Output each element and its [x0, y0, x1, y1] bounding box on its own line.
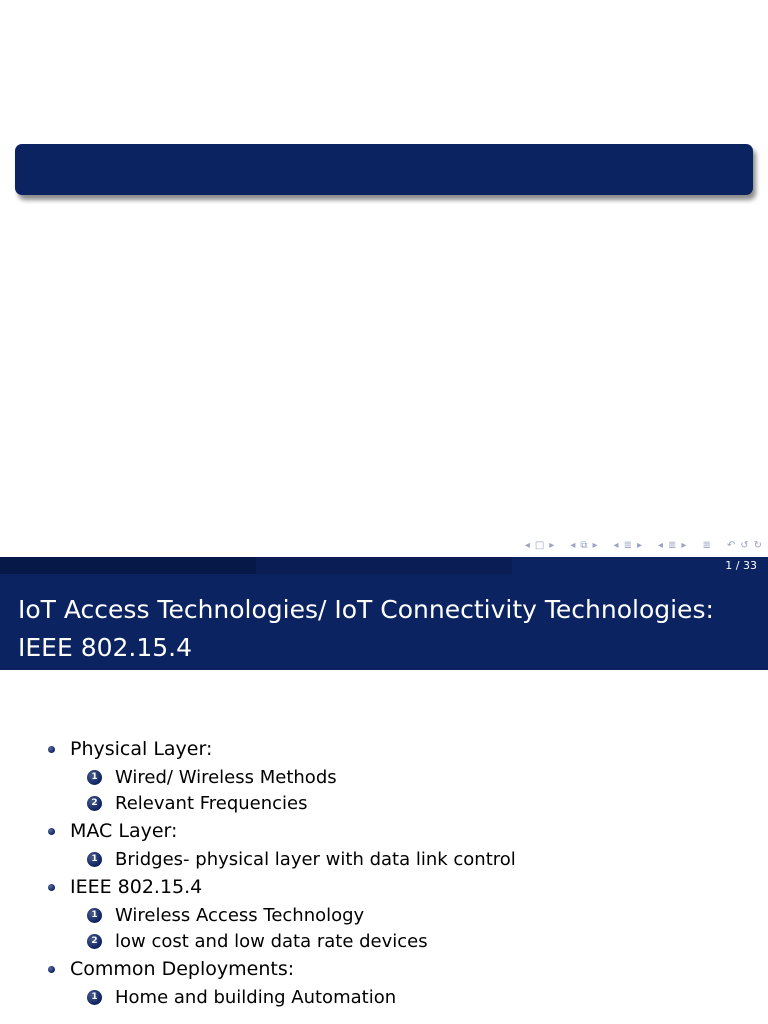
sub-item-text: Bridges- physical layer with data link control [115, 848, 516, 870]
sub-item-text: Wireless Access Technology [115, 904, 365, 926]
nav-prev-frame-icon[interactable]: ◂ [570, 540, 576, 551]
nav-slide-icon[interactable]: □ [534, 540, 545, 551]
sub-item-text: Relevant Frequencies [115, 792, 308, 814]
nav-next-section-icon[interactable]: ▸ [681, 540, 687, 551]
nav-subsection-icon[interactable]: ≣ [623, 540, 632, 551]
sub-item [48, 984, 748, 1010]
numbered-bullet-icon: 2 [87, 796, 102, 811]
nav-section-icon[interactable]: ≣ [668, 540, 677, 551]
bullet-label: MAC Layer: [70, 820, 178, 842]
nav-prev-slide-icon[interactable]: ◂ [524, 540, 530, 551]
title-block [15, 144, 753, 195]
nav-next-subsection-icon[interactable]: ▸ [636, 540, 642, 551]
sub-item [48, 764, 748, 790]
sub-item-text: Wired/ Wireless Methods [115, 766, 337, 788]
headline-bar [0, 557, 768, 574]
nav-document-icon[interactable]: ≣ [702, 540, 711, 551]
numbered-bullet-icon: 1 [87, 770, 102, 785]
navigation-bar [525, 538, 762, 554]
frame-title: IoT Access Technologies/ IoT Connectivity Technologies: IEEE 802.15.4 [0, 574, 768, 670]
bullet-label: IEEE 802.15.4 [70, 876, 203, 898]
bullet-icon [48, 884, 55, 891]
nav-forward-icon[interactable]: ↻ [753, 540, 762, 551]
bullet-label: Physical Layer: [70, 738, 213, 760]
numbered-bullet-icon: 1 [87, 908, 102, 923]
nav-search-icon[interactable]: ↺ [740, 540, 749, 551]
bullet-item [48, 872, 748, 902]
sub-item [48, 846, 748, 872]
bullet-item [48, 954, 748, 984]
nav-prev-subsection-icon[interactable]: ◂ [613, 540, 619, 551]
page-indicator: 1 / 33 [512, 557, 768, 574]
slide-content [48, 734, 748, 1010]
numbered-bullet-icon: 2 [87, 934, 102, 949]
sub-item [48, 790, 748, 816]
numbered-bullet-icon: 1 [87, 990, 102, 1005]
bullet-icon [48, 746, 55, 753]
numbered-bullet-icon: 1 [87, 852, 102, 867]
sub-item [48, 902, 748, 928]
bullet-icon [48, 828, 55, 835]
nav-frame-icon[interactable]: ⧉ [580, 540, 588, 551]
headline-segment [0, 557, 256, 574]
bullet-icon [48, 966, 55, 973]
bullet-label: Common Deployments: [70, 958, 295, 980]
bullet-item [48, 816, 748, 846]
sub-item-text: Home and building Automation [115, 986, 397, 1008]
sub-item-text: low cost and low data rate devices [115, 930, 428, 952]
nav-back-icon[interactable]: ↶ [726, 540, 736, 551]
sub-item [48, 928, 748, 954]
nav-next-slide-icon[interactable]: ▸ [549, 540, 555, 551]
headline-segment [256, 557, 512, 574]
nav-next-frame-icon[interactable]: ▸ [592, 540, 598, 551]
bullet-item [48, 734, 748, 764]
nav-prev-section-icon[interactable]: ◂ [657, 540, 664, 551]
